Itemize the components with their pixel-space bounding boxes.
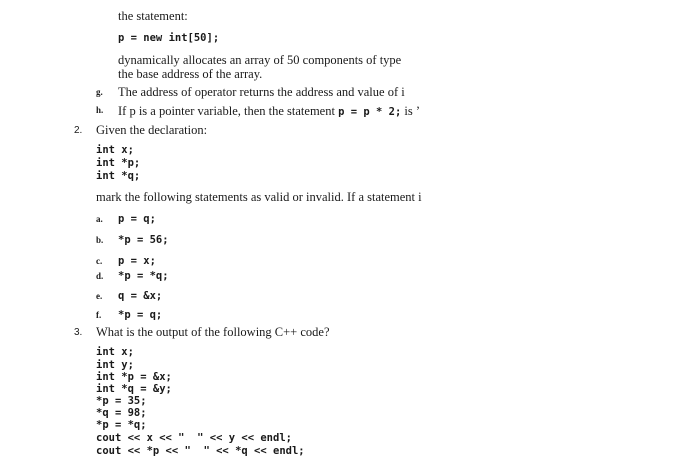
q2-item-d-code: *p = *q;	[118, 270, 169, 282]
q3-code-line-9: cout << *p << " " << *q << endl;	[96, 445, 305, 457]
item-h-code: p = p * 2;	[338, 106, 402, 118]
q2-item-c-label: c.	[96, 256, 103, 266]
item-h-label: h.	[96, 105, 104, 115]
q2-item-b-code: *p = 56;	[118, 234, 169, 246]
statement-desc-line1: dynamically allocates an array of 50 components of type	[118, 53, 402, 67]
q3-code-line-2: int y;	[96, 359, 134, 371]
item-g-text: The address of operator returns the address and value of i	[118, 85, 405, 99]
q3-code-line-8: cout << x << " " << y << endl;	[96, 432, 292, 444]
question-3-prompt: What is the output of the following C++ code?	[96, 325, 330, 339]
q2-item-e-label: e.	[96, 291, 103, 301]
item-h-text-before: If p is a pointer variable, then the statement	[118, 104, 339, 118]
q2-item-f-label: f.	[96, 310, 102, 320]
q2-item-e-code: q = &x;	[118, 290, 163, 302]
statement-desc-line2: the base address of the array.	[118, 67, 263, 81]
question-2-prompt: Given the declaration:	[96, 123, 208, 137]
q3-code-line-4: int *q = &y;	[96, 383, 172, 395]
q3-code-line-1: int x;	[96, 346, 134, 358]
code-new-array: p = new int[50];	[118, 32, 220, 44]
question-2-number: 2.	[74, 125, 83, 136]
q2-item-c-code: p = x;	[118, 255, 156, 267]
q2-item-d-label: d.	[96, 271, 104, 281]
q3-code-line-7: *p = *q;	[96, 419, 147, 431]
item-g-label: g.	[96, 87, 103, 97]
q3-code-line-6: *q = 98;	[96, 407, 147, 419]
item-h-text	[118, 104, 420, 119]
q2-decl-q: int *q;	[96, 170, 141, 182]
statement-intro: the statement:	[118, 9, 188, 23]
q2-item-a-label: a.	[96, 214, 103, 224]
q2-decl-p: int *p;	[96, 157, 141, 169]
question-3-number: 3.	[74, 327, 83, 338]
q3-code-line-5: *p = 35;	[96, 395, 147, 407]
q2-instruction: mark the following statements as valid or invalid. If a statement i	[96, 190, 422, 204]
q2-decl-x: int x;	[96, 144, 134, 156]
item-h-text-after: is ’	[401, 104, 421, 118]
q2-item-a-code: p = q;	[118, 213, 156, 225]
q3-code-line-3: int *p = &x;	[96, 371, 172, 383]
q2-item-f-code: *p = q;	[118, 309, 163, 321]
q2-item-b-label: b.	[96, 235, 104, 245]
